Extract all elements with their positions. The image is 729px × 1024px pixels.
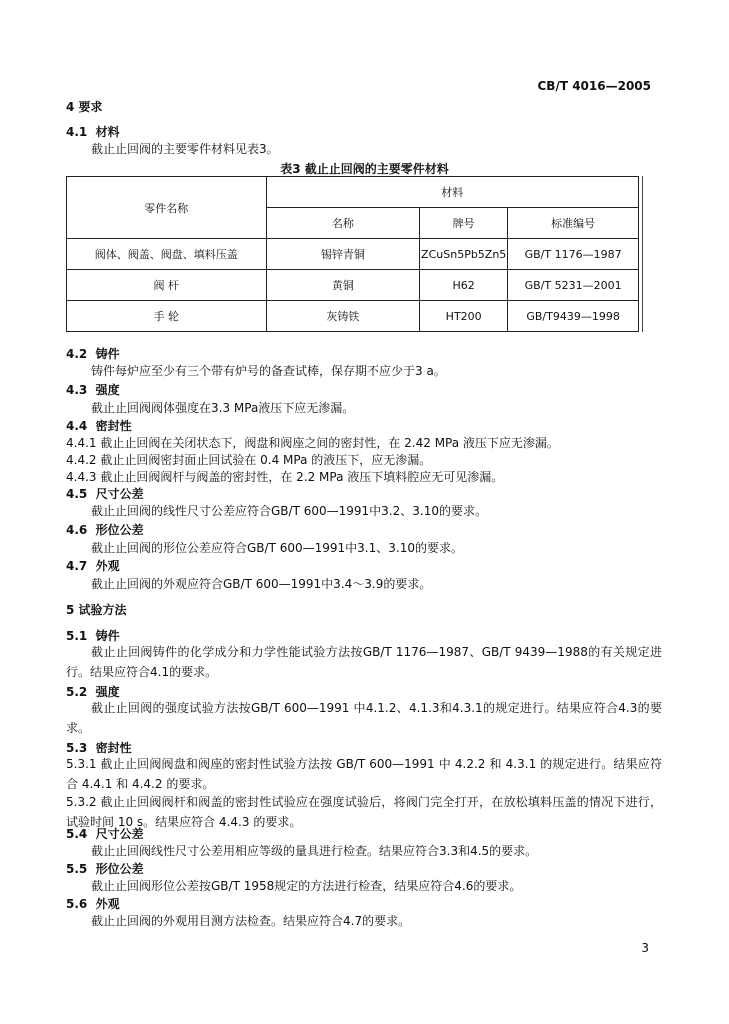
scan-edge-line (642, 176, 643, 332)
heading-5-4: 5.4 尺寸公差 (66, 827, 144, 841)
col-part-name: 零件名称 (67, 177, 267, 239)
text-5-5: 截止止回阀形位公差按GB/T 1958规定的方法进行检查，结果应符合4.6的要求。 (91, 879, 522, 893)
text-4-6: 截止止回阀的形位公差应符合GB/T 600—1991中3.1、3.10的要求。 (91, 541, 463, 555)
cell-part: 阀体、阀盖、阀盘、填料压盖 (67, 239, 267, 270)
table-row (67, 239, 639, 270)
heading-5-3: 5.3 密封性 (66, 741, 132, 755)
text-4-1: 截止止回阀的主要零件材料见表3。 (91, 142, 279, 156)
text-4-4-2: 4.4.2 截止止回阀密封面止回试验在 0.4 MPa 的液压下，应无渗漏。 (66, 453, 432, 467)
heading-5-1: 5.1 铸件 (66, 629, 120, 643)
section-5-title: 5 试验方法 (66, 603, 127, 617)
text-4-3: 截止止回阀阀体强度在3.3 MPa液压下应无渗漏。 (91, 401, 355, 415)
text-4-2: 铸件每炉应至少有三个带有炉号的备查试棒，保存期不应少于3 a。 (91, 364, 446, 378)
table-caption: 表3 截止止回阀的主要零件材料 (280, 162, 449, 176)
table-row (67, 301, 639, 332)
heading-5-6: 5.6 外观 (66, 897, 120, 911)
cell-grade: H62 (420, 270, 508, 301)
text-4-7: 截止止回阀的外观应符合GB/T 600—1991中3.4～3.9的要求。 (91, 577, 432, 591)
standard-code: CB/T 4016—2005 (537, 79, 651, 93)
heading-5-5: 5.5 形位公差 (66, 862, 144, 876)
text-4-5: 截止止回阀的线性尺寸公差应符合GB/T 600—1991中3.2、3.10的要求。 (91, 504, 487, 518)
sub-col-grade: 牌号 (420, 208, 508, 239)
page-number: 3 (641, 941, 649, 955)
cell-name: 灰铸铁 (266, 301, 420, 332)
text-4-4-1: 4.4.1 截止止回阀在关闭状态下，阀盘和阀座之间的密封性，在 2.42 MPa 液压下应无渗漏。 (66, 436, 559, 450)
materials-table (66, 176, 639, 332)
cell-name: 黄铜 (266, 270, 420, 301)
cell-grade: ZCuSn5Pb5Zn5 (420, 239, 508, 270)
heading-4-7: 4.7 外观 (66, 559, 120, 573)
heading-4-1: 4.1 材料 (66, 125, 120, 139)
cell-part: 手 轮 (67, 301, 267, 332)
heading-4-4: 4.4 密封性 (66, 419, 132, 433)
cell-standard: GB/T9439—1998 (508, 301, 639, 332)
heading-4-5: 4.5 尺寸公差 (66, 487, 144, 501)
text-5-3-1: 5.3.1 截止止回阀阀盘和阀座的密封性试验方法按 GB/T 600—1991 中 4.2.2 和 4.3.1 的规定进行。结果应符合 4.4.1 和 4.4.2 的要求。 (66, 757, 662, 791)
table-row (67, 270, 639, 301)
text-5-3-2: 5.3.2 截止止回阀阀杆和阀盖的密封性试验应在强度试验后，将阀门完全打开，在放松填料压盖的情况下进行，试验时间 10 s。结果应符合 4.4.3 的要求。 (66, 795, 662, 829)
sub-col-name: 名称 (266, 208, 420, 239)
heading-4-3: 4.3 强度 (66, 383, 120, 397)
col-material: 材料 (266, 177, 638, 208)
text-5-1: 截止止回阀铸件的化学成分和力学性能试验方法按GB/T 1176—1987、GB/T 9439—1988的有关规定进行。结果应符合4.1的要求。 (66, 645, 662, 679)
section-4-title: 4 要求 (66, 100, 103, 114)
cell-standard: GB/T 5231—2001 (508, 270, 639, 301)
text-5-6: 截止止回阀的外观用目测方法检查。结果应符合4.7的要求。 (91, 914, 411, 928)
text-5-2: 截止止回阀的强度试验方法按GB/T 600—1991 中4.1.2、4.1.3和4.3.1的规定进行。结果应符合4.3的要求。 (66, 701, 662, 735)
cell-grade: HT200 (420, 301, 508, 332)
heading-4-6: 4.6 形位公差 (66, 523, 144, 537)
text-5-4: 截止止回阀线性尺寸公差用相应等级的量具进行检查。结果应符合3.3和4.5的要求。 (91, 844, 538, 858)
heading-5-2: 5.2 强度 (66, 685, 120, 699)
sub-col-standard: 标准编号 (508, 208, 639, 239)
cell-name: 锡锌青铜 (266, 239, 420, 270)
text-4-4-3: 4.4.3 截止止回阀阀杆与阀盖的密封性，在 2.2 MPa 液压下填料腔应无可见渗漏。 (66, 470, 504, 484)
heading-4-2: 4.2 铸件 (66, 347, 120, 361)
cell-standard: GB/T 1176—1987 (508, 239, 639, 270)
cell-part: 阀 杆 (67, 270, 267, 301)
